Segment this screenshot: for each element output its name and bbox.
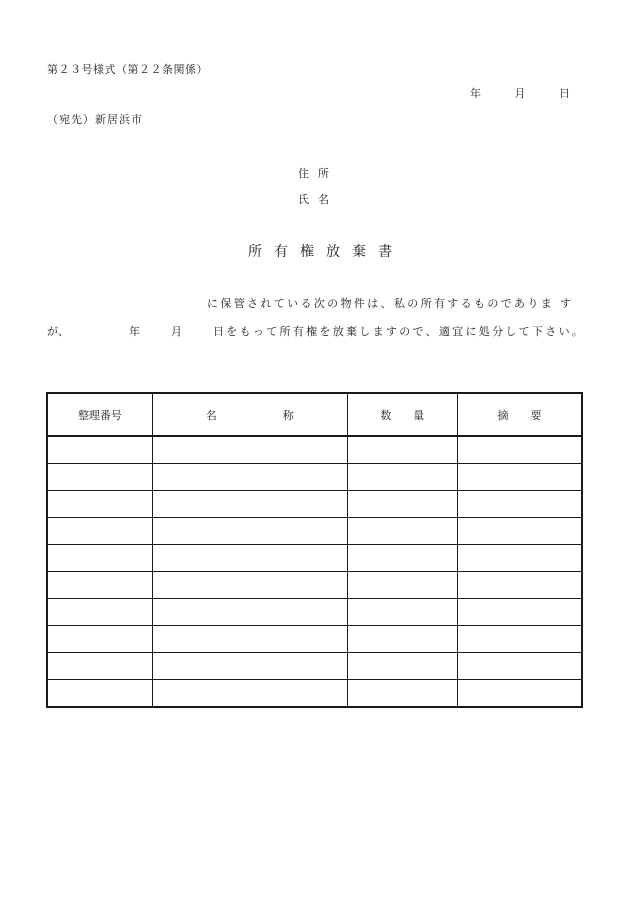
- name-label: 氏名: [298, 193, 338, 206]
- date-month-label: 月: [514, 87, 526, 100]
- form-number: 第２３号様式（第２２条関係）: [47, 63, 208, 76]
- table-row: [47, 572, 582, 599]
- body-text-line1: に保管されている次の物件は、私の所有するものでありま す: [207, 297, 574, 310]
- remarks-cell[interactable]: [458, 626, 582, 653]
- table-header-row: [47, 393, 582, 436]
- serial-number-cell[interactable]: [47, 680, 152, 708]
- item-name-cell[interactable]: [152, 653, 347, 680]
- item-name-cell[interactable]: [152, 491, 347, 518]
- table-body: [47, 436, 582, 707]
- serial-number-cell[interactable]: [47, 626, 152, 653]
- date-line: [470, 85, 570, 101]
- table-row: [47, 653, 582, 680]
- header-quantity: 数 量: [347, 393, 457, 436]
- quantity-cell[interactable]: [347, 491, 457, 518]
- address-label: 住所: [298, 167, 338, 180]
- body-line2-prefix: が、: [47, 325, 69, 338]
- header-item-name: 名 称: [152, 393, 347, 436]
- item-name-cell[interactable]: [152, 599, 347, 626]
- table-row: [47, 626, 582, 653]
- quantity-cell[interactable]: [347, 680, 457, 708]
- body-line2-year: 年: [129, 325, 140, 338]
- addressee: （宛先）新居浜市: [47, 113, 143, 126]
- remarks-cell[interactable]: [458, 545, 582, 572]
- item-name-cell[interactable]: [152, 436, 347, 464]
- quantity-cell[interactable]: [347, 626, 457, 653]
- remarks-cell[interactable]: [458, 572, 582, 599]
- items-table: [46, 392, 583, 708]
- document-title: 所有権放棄書: [248, 244, 404, 260]
- remarks-cell[interactable]: [458, 680, 582, 708]
- serial-number-cell[interactable]: [47, 653, 152, 680]
- serial-number-cell[interactable]: [47, 518, 152, 545]
- body-line2-month: 月: [171, 325, 182, 338]
- remarks-cell[interactable]: [458, 491, 582, 518]
- remarks-cell[interactable]: [458, 599, 582, 626]
- table-row: [47, 464, 582, 491]
- item-name-cell[interactable]: [152, 626, 347, 653]
- date-year-label: 年: [470, 87, 481, 100]
- quantity-cell[interactable]: [347, 436, 457, 464]
- item-name-cell[interactable]: [152, 572, 347, 599]
- quantity-cell[interactable]: [347, 599, 457, 626]
- serial-number-cell[interactable]: [47, 436, 152, 464]
- serial-number-cell[interactable]: [47, 491, 152, 518]
- remarks-cell[interactable]: [458, 518, 582, 545]
- item-name-cell[interactable]: [152, 518, 347, 545]
- date-day-label: 日: [559, 87, 570, 100]
- item-name-cell[interactable]: [152, 680, 347, 708]
- table-row: [47, 436, 582, 464]
- body-line2-rest: 日をもって所有権を放棄しますので、適宜に処分して下さい。: [213, 325, 586, 338]
- item-name-cell[interactable]: [152, 464, 347, 491]
- quantity-cell[interactable]: [347, 545, 457, 572]
- item-name-cell[interactable]: [152, 545, 347, 572]
- remarks-cell[interactable]: [458, 464, 582, 491]
- quantity-cell[interactable]: [347, 464, 457, 491]
- table-row: [47, 518, 582, 545]
- quantity-cell[interactable]: [347, 518, 457, 545]
- header-remarks: 摘 要: [458, 393, 582, 436]
- quantity-cell[interactable]: [347, 572, 457, 599]
- remarks-cell[interactable]: [458, 436, 582, 464]
- serial-number-cell[interactable]: [47, 545, 152, 572]
- table-row: [47, 545, 582, 572]
- table-row: [47, 491, 582, 518]
- table-row: [47, 680, 582, 708]
- quantity-cell[interactable]: [347, 653, 457, 680]
- remarks-cell[interactable]: [458, 653, 582, 680]
- header-serial-number: 整理番号: [47, 393, 152, 436]
- table-row: [47, 599, 582, 626]
- serial-number-cell[interactable]: [47, 572, 152, 599]
- serial-number-cell[interactable]: [47, 464, 152, 491]
- serial-number-cell[interactable]: [47, 599, 152, 626]
